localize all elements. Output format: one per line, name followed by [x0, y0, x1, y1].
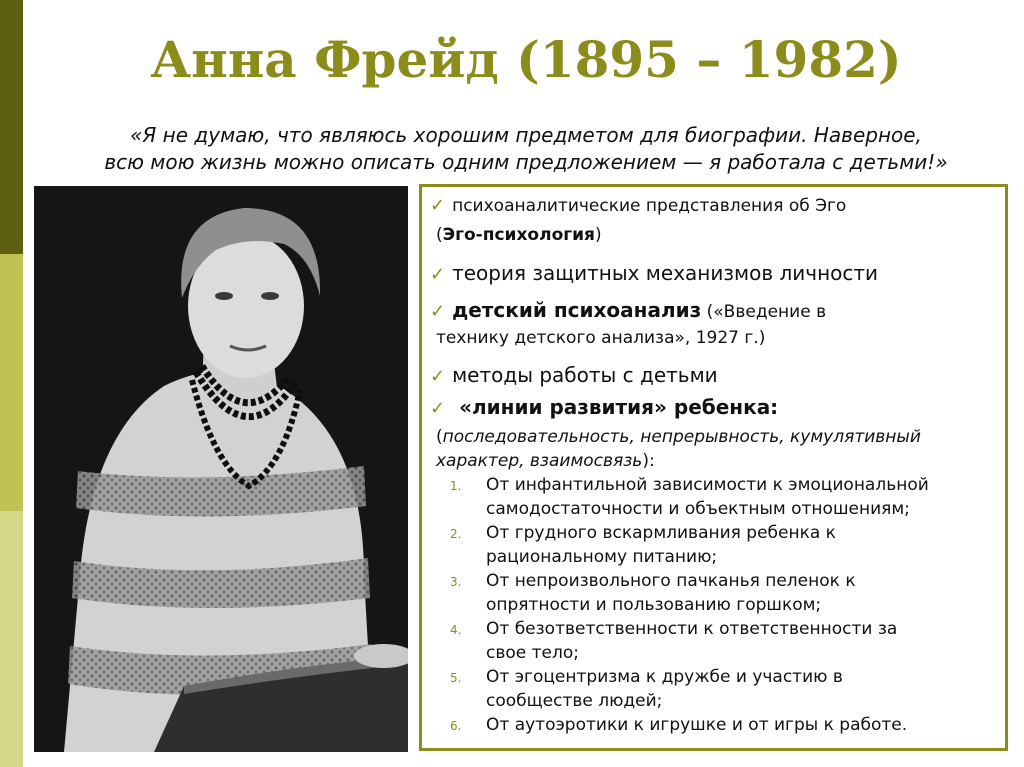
list-item-number: 2. — [450, 527, 462, 541]
bullet-lines-of-development: ✓ «линии развития» ребенка: — [430, 395, 779, 419]
list-item-continuation: опрятности и пользованию горшком; — [486, 595, 822, 615]
list-item-number: 5. — [450, 671, 462, 685]
list-item — [450, 715, 907, 735]
portrait-illustration — [34, 186, 408, 752]
bullet-child-analysis: ✓ детский психоанализ («Введение в — [430, 298, 827, 322]
bullet-methods: ✓ методы работы с детьми — [430, 363, 718, 387]
list-item — [450, 619, 897, 639]
list-item-number: 1. — [450, 479, 462, 493]
list-item-number: 4. — [450, 623, 462, 637]
check-icon: ✓ — [430, 366, 446, 387]
check-icon: ✓ — [430, 301, 446, 322]
bullet-ego-line-2: (Эго-психология) — [436, 225, 602, 245]
content-panel — [419, 184, 1008, 751]
accent-stripe-bottom — [0, 511, 23, 767]
accent-stripe-middle — [0, 254, 23, 511]
bullet-defense: ✓ теория защитных механизмов личности — [430, 261, 879, 285]
slide-title: Анна Фрейд (1895 – 1982) — [150, 30, 902, 89]
quote — [28, 122, 1024, 176]
lines-description-1: (последовательность, непрерывность, кумулятивный — [436, 427, 921, 447]
list-item — [450, 523, 836, 543]
list-item — [450, 475, 929, 495]
list-item-text: От непроизвольного пачканья пеленок к — [486, 571, 856, 591]
quote-line-2: всю мою жизнь можно описать одним предложением — я работала с детьми!» — [104, 150, 948, 174]
list-item-number: 3. — [450, 575, 462, 589]
bullet-ego: ✓ психоаналитические представления об Эго — [430, 195, 847, 216]
list-item-text: От грудного вскармливания ребенка к — [486, 523, 836, 543]
quote-line-1: «Я не думаю, что являюсь хорошим предметом для биографии. Наверное, — [130, 123, 922, 147]
list-item-continuation: сообществе людей; — [486, 691, 663, 711]
list-item — [450, 571, 856, 591]
portrait-photo — [34, 186, 408, 752]
bullet-child-analysis-line-2: технику детского анализа», 1927 г.) — [436, 328, 766, 348]
list-item-number: 6. — [450, 719, 462, 733]
accent-stripe-top — [0, 0, 23, 254]
list-item-continuation: самодостаточности и объектным отношениям; — [486, 499, 910, 519]
list-item-text: От инфантильной зависимости к эмоциональной — [486, 475, 929, 495]
list-item-continuation: рациональному питанию; — [486, 547, 718, 567]
check-icon: ✓ — [430, 264, 446, 285]
lines-description-2: характер, взаимосвязь): — [436, 451, 655, 471]
list-item-text: От эгоцентризма к дружбе и участию в — [486, 667, 843, 687]
check-icon: ✓ — [430, 398, 446, 419]
list-item-continuation: свое тело; — [486, 643, 579, 663]
list-item — [450, 667, 843, 687]
list-item-text: От безответственности к ответственности за — [486, 619, 898, 639]
list-item-text: От аутоэротики к игрушке и от игры к работе. — [486, 715, 908, 735]
check-icon: ✓ — [430, 195, 446, 216]
